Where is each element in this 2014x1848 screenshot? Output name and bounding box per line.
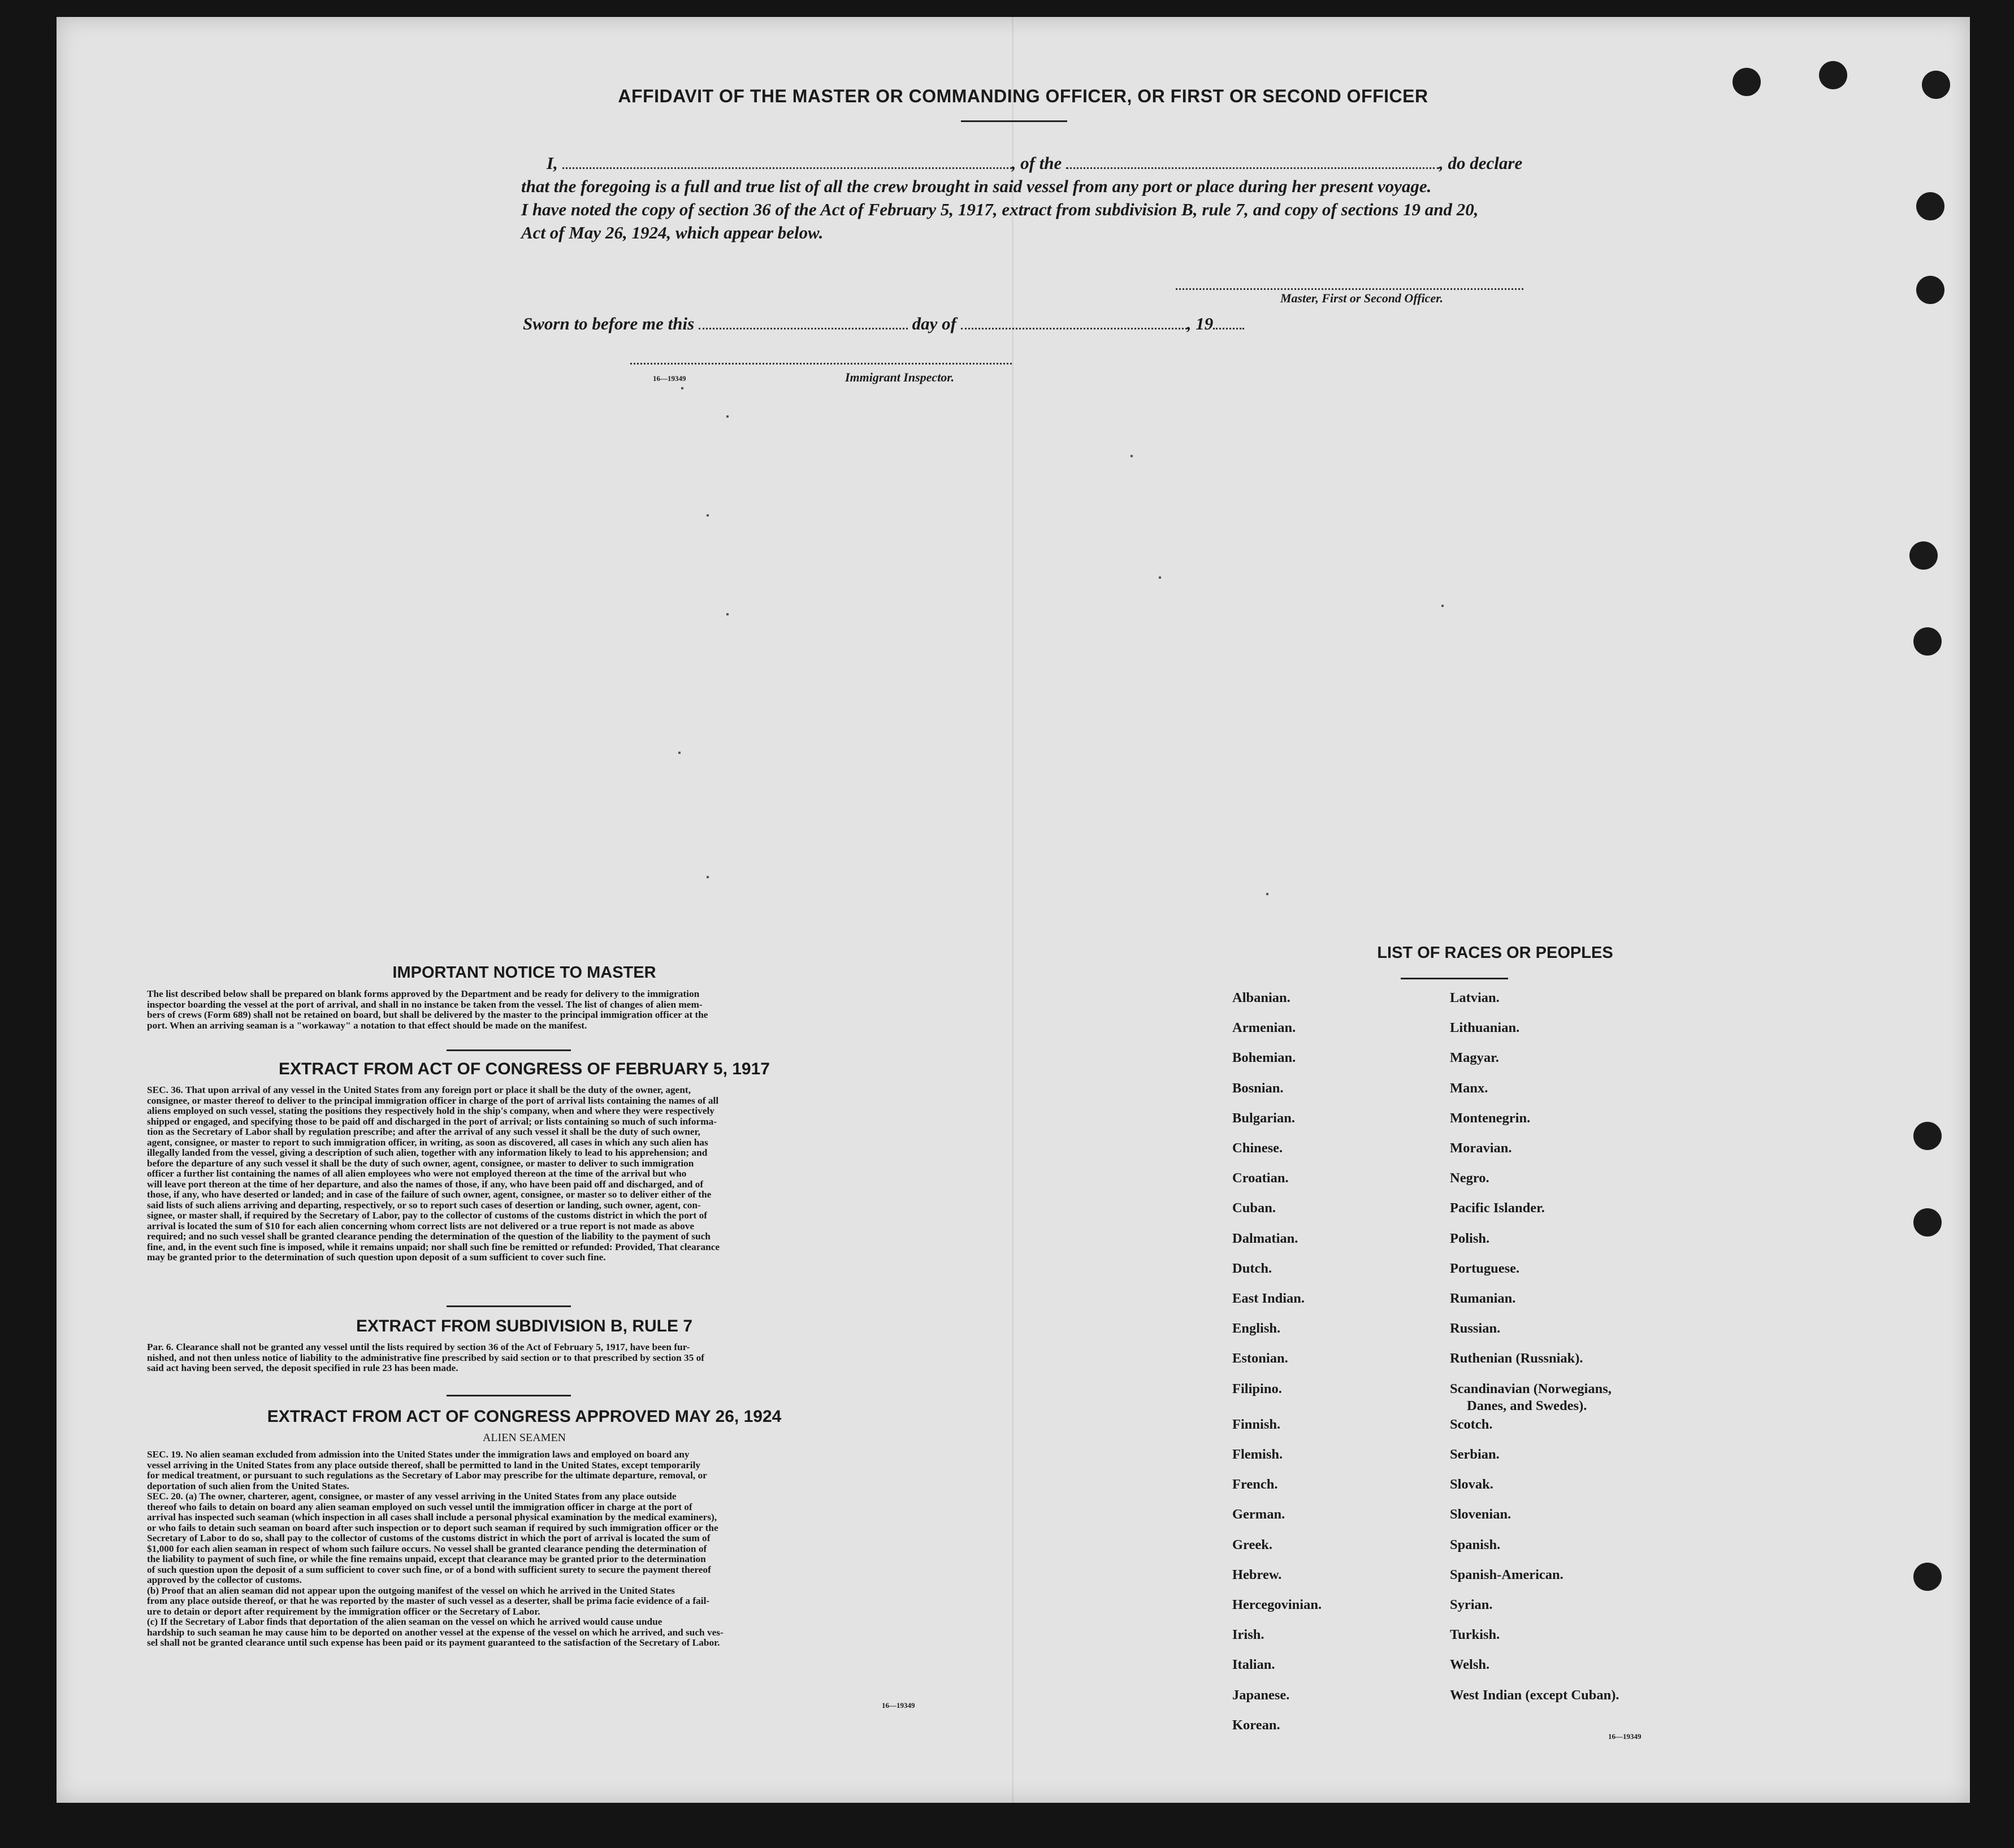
- text-line: officer a further list containing the names of all alien employees who were not employed thereon at the time of the arrival but who: [147, 1169, 687, 1179]
- text-line: arrival has inspected such seaman (which inspection in all cases shall include a personal physical examination by the medical examiners),: [147, 1512, 717, 1522]
- year-prefix: , 19: [1186, 314, 1214, 333]
- text-line: those, if any, who have deserted or landed; and in case of the failure of such owner, agent, consignee, or master so to deliver either of the: [147, 1190, 712, 1200]
- text-line: vessel arriving in the United States from any place outside thereof, shall be permitted to land in the United States, except temporarily: [147, 1460, 701, 1470]
- race-item: Scandinavian (Norwegians,: [1450, 1381, 1612, 1396]
- text-line: SEC. 20. (a) The owner, charterer, agent, consignee, or master of any vessel arriving in the United States from any place outside: [147, 1491, 677, 1502]
- race-item: Bohemian.: [1232, 1050, 1296, 1066]
- race-item: Irish.: [1232, 1627, 1264, 1643]
- text-line: required; and no such vessel shall be granted clearance pending the determination of the question of the liability to the payment of such: [147, 1231, 711, 1242]
- race-item: Dutch.: [1232, 1260, 1272, 1276]
- text-line: or who fails to detain such seaman on board after such inspection or to deport such seaman if required by such immigration officer or the: [147, 1522, 718, 1533]
- text-line: for medical treatment, or pursuant to such regulations as the Secretary of Labor may prescribe for the ultimate departure, removal, or: [147, 1470, 707, 1481]
- race-item: Cuban.: [1232, 1200, 1276, 1216]
- race-item: Flemish.: [1232, 1447, 1283, 1462]
- text-line: from any place outside thereof, or that he was reported by the master of such vessel as a deserter, shall be prima facie evidence of a fail-: [147, 1596, 710, 1606]
- race-item: Bulgarian.: [1232, 1110, 1295, 1126]
- extract-1924-body: [147, 1450, 941, 1649]
- race-item: Finnish.: [1232, 1416, 1281, 1432]
- race-item: Greek.: [1232, 1537, 1272, 1552]
- race-item: East Indian.: [1232, 1291, 1305, 1306]
- text-line: tion as the Secretary of Labor shall by regulation prescribe; and after the arrival of any such vessel it shall be the duty of such owner,: [147, 1127, 700, 1137]
- punch-hole: [1733, 68, 1761, 96]
- text-line: SEC. 36. That upon arrival of any vessel in the United States from any foreign port or place it shall be the duty of the owner, agent,: [147, 1085, 691, 1095]
- text-line: SEC. 19. No alien seaman excluded from admission into the United States under the immigration laws and employed on board any: [147, 1450, 690, 1460]
- race-item: Korean.: [1232, 1717, 1280, 1733]
- race-item: English.: [1232, 1321, 1281, 1337]
- master-signature-blank[interactable]: [1176, 276, 1523, 290]
- subdivision-b-title: EXTRACT FROM SUBDIVISION B, RULE 7: [356, 1317, 693, 1335]
- race-item: Estonian.: [1232, 1351, 1288, 1367]
- notice-body: [147, 989, 941, 1031]
- race-item: Turkish.: [1450, 1627, 1500, 1643]
- race-item: Italian.: [1232, 1657, 1275, 1673]
- text-line: approved by the collector of customs.: [147, 1575, 302, 1585]
- text-line: shipped or engaged, and specifying those to be paid off and discharged in the port of arrival; or lists containing so much of such informa-: [147, 1116, 717, 1127]
- race-item: Spanish-American.: [1450, 1567, 1563, 1582]
- sworn-year-blank[interactable]: [1213, 315, 1244, 329]
- text-line: agent, consignee, or master to report to such immigration officer, in writing, as soon as discovered, all cases in which any such alien has: [147, 1137, 708, 1148]
- inspector-signature-blank[interactable]: [630, 350, 1012, 365]
- text-line: illegally landed from the vessel, giving a description of such alien, together with any information likely to lead to his apprehension; and: [147, 1148, 708, 1158]
- race-item: Latvian.: [1450, 990, 1500, 1005]
- declaration-i: I,: [547, 153, 558, 173]
- extract-1924-subtitle: ALIEN SEAMEN: [482, 1431, 566, 1444]
- race-item: Albanian.: [1232, 990, 1290, 1005]
- declaration-of-the: , of the: [1011, 153, 1062, 173]
- punch-hole: [1909, 541, 1938, 570]
- race-item: Russian.: [1450, 1321, 1501, 1337]
- race-item: Croatian.: [1232, 1170, 1289, 1186]
- divider: [447, 1049, 571, 1051]
- extract-1924-title: EXTRACT FROM ACT OF CONGRESS APPROVED MAY 26, 1924: [267, 1407, 782, 1426]
- text-line: (c) If the Secretary of Labor finds that deportation of the alien seaman on the vessel on which he arrived would cause undue: [147, 1617, 662, 1627]
- text-line: consignee, or master thereof to deliver to the principal immigration officer in charge of the port of arrival lists containing the names of all: [147, 1095, 719, 1106]
- declaration-line-2: that the foregoing is a full and true list of all the crew brought in said vessel from any port or place during her present voyage.: [521, 176, 1432, 196]
- form-number-top: 16—19349: [653, 374, 686, 383]
- race-item: Polish.: [1450, 1230, 1490, 1246]
- punch-hole: [1913, 1563, 1942, 1591]
- declaration-line-4: Act of May 26, 1924, which appear below.: [521, 223, 824, 242]
- race-item: Japanese.: [1232, 1687, 1290, 1703]
- text-line: (b) Proof that an alien seaman did not appear upon the outgoing manifest of the vessel on which he arrived in the United States: [147, 1585, 675, 1596]
- declaration-line-1: [547, 151, 1623, 175]
- race-item: Manx.: [1450, 1080, 1488, 1096]
- punch-hole: [1819, 61, 1847, 89]
- race-item: Negro.: [1450, 1170, 1489, 1186]
- race-item: Spanish.: [1450, 1537, 1501, 1552]
- document-sheet: [57, 17, 1970, 1803]
- punch-hole: [1913, 627, 1942, 656]
- text-line: nished, and not then unless notice of liability to the administrative fine prescribed by said section or to that prescribed by section 35 of: [147, 1352, 705, 1363]
- text-line: said lists of such aliens arriving and departing, respectively, or so to report such cases of desertion or landing, such owner, agent, con-: [147, 1200, 701, 1211]
- form-number-right: 16—19349: [1608, 1732, 1641, 1741]
- extract-1917-title: EXTRACT FROM ACT OF CONGRESS OF FEBRUARY 5, 1917: [279, 1060, 770, 1078]
- race-item: Portuguese.: [1450, 1260, 1520, 1276]
- affidavit-declaration: [521, 151, 1623, 244]
- divider: [447, 1395, 571, 1396]
- text-line: said act having been served, the deposit specified in rule 23 has been made.: [147, 1363, 458, 1373]
- race-item: Slovak.: [1450, 1477, 1493, 1493]
- race-item: Chinese.: [1232, 1140, 1283, 1156]
- declaration-do-declare: , do declare: [1439, 153, 1523, 173]
- sworn-day-blank[interactable]: [699, 315, 908, 329]
- punch-hole: [1916, 192, 1944, 220]
- race-item: Armenian.: [1232, 1020, 1296, 1036]
- race-item: Serbian.: [1450, 1447, 1500, 1462]
- text-line: inspector boarding the vessel at the port of arrival, and shall in no instance be taken from the vessel. The list of changes of alien mem-: [147, 999, 703, 1010]
- text-line: The list described below shall be prepared on blank forms approved by the Department and be ready for delivery to the immigration: [147, 989, 700, 999]
- race-item: German.: [1232, 1507, 1285, 1522]
- fold-line: [1012, 17, 1014, 1803]
- text-line: aliens employed on such vessel, stating the positions they respectively hold in the ship's company, when and where they were respectively: [147, 1106, 714, 1116]
- punch-hole: [1916, 276, 1944, 304]
- text-line: hardship to such seaman he may cause him to be deported on another vessel at the expense of the vessel on which he arrived, and such ves-: [147, 1627, 724, 1638]
- sworn-text: Sworn to before me this: [523, 314, 695, 333]
- race-item: Filipino.: [1232, 1381, 1282, 1396]
- race-item: Slovenian.: [1450, 1507, 1511, 1522]
- text-line: before the departure of any such vessel it shall be the duty of such owner, agent, consignee, or master to deliver to such immigration: [147, 1158, 694, 1169]
- text-line: Par. 6. Clearance shall not be granted any vessel until the lists required by section 36 of the Act of February 5, 1917, have been fur-: [147, 1342, 690, 1352]
- form-number-left: 16—19349: [882, 1701, 915, 1710]
- races-title: LIST OF RACES OR PEOPLES: [1377, 944, 1613, 962]
- race-item: Bosnian.: [1232, 1080, 1284, 1096]
- race-item: Moravian.: [1450, 1140, 1512, 1156]
- text-line: will leave port thereon at the time of her departure, and also the names of those, if any, who have been paid off and discharged, and of: [147, 1179, 704, 1190]
- race-item: Danes, and Swedes).: [1467, 1398, 1587, 1413]
- text-line: signee, or master shall, if required by the Secretary of Labor, pay to the collector of customs of the customs district in which the port of: [147, 1211, 708, 1221]
- race-item: Hercegovinian.: [1232, 1597, 1322, 1612]
- inspector-caption: Immigrant Inspector.: [845, 370, 955, 384]
- race-item: Ruthenian (Russniak).: [1450, 1351, 1583, 1367]
- text-line: the liability to payment of such fine, or while the fine remains unpaid, except that clearance may be granted prior to the determination: [147, 1554, 706, 1564]
- text-line: deportation of such alien from the United States.: [147, 1481, 349, 1491]
- declarant-name-blank[interactable]: [562, 155, 1012, 169]
- declaration-line-3: I have noted the copy of section 36 of the Act of February 5, 1917, extract from subdivision B, rule 7, and copy of sections 19 and 20,: [521, 199, 1479, 219]
- day-of-text: day of: [912, 314, 956, 333]
- master-caption: Master, First or Second Officer.: [1280, 291, 1444, 305]
- extract-1917-body: [147, 1085, 941, 1263]
- notice-title: IMPORTANT NOTICE TO MASTER: [392, 964, 656, 982]
- text-line: may be granted prior to the determination of such question upon deposit of a sum sufficient to cover such fine.: [147, 1252, 606, 1263]
- race-item: Pacific Islander.: [1450, 1200, 1545, 1216]
- race-item: Rumanian.: [1450, 1291, 1516, 1306]
- vessel-name-blank[interactable]: [1066, 155, 1439, 169]
- text-line: sel shall not be granted clearance until such expense has been paid or its payment guaranteed to the satisfaction of the Secretary of Labor.: [147, 1638, 720, 1648]
- race-item: Hebrew.: [1232, 1567, 1282, 1582]
- race-item: Dalmatian.: [1232, 1230, 1298, 1246]
- punch-hole: [1922, 71, 1950, 99]
- race-item: French.: [1232, 1477, 1278, 1493]
- races-underline: [1401, 978, 1508, 979]
- text-line: ure to detain or deport after requirement by the immigration officer or the Secretary of Labor.: [147, 1606, 540, 1617]
- text-line: arrival is located the sum of $10 for each alien concerning whom correct lists are not delivered or a true report is not made as above: [147, 1221, 695, 1231]
- race-item: Scotch.: [1450, 1416, 1493, 1432]
- affidavit-title: AFFIDAVIT OF THE MASTER OR COMMANDING OFFICER, OR FIRST OR SECOND OFFICER: [618, 86, 1428, 106]
- race-item: Magyar.: [1450, 1050, 1499, 1066]
- text-line: bers of crews (Form 689) shall not be retained on board, but shall be delivered by the master to the principal immigration officer at the: [147, 1010, 708, 1020]
- race-item: Welsh.: [1450, 1657, 1490, 1673]
- race-item: West Indian (except Cuban).: [1450, 1687, 1619, 1703]
- text-line: port. When an arriving seaman is a "workaway" a notation to that effect should be made on the manifest.: [147, 1020, 587, 1031]
- text-line: Secretary of Labor to do so, shall pay to the collector of customs of the customs district in which the port of arrival is located the sum of: [147, 1533, 711, 1543]
- race-item: Syrian.: [1450, 1597, 1493, 1612]
- race-item: Montenegrin.: [1450, 1110, 1531, 1126]
- punch-hole: [1913, 1122, 1942, 1150]
- text-line: fine, and, in the event such fine is imposed, while it remains unpaid; nor shall such fine be remitted or refunded: Provided, That clearance: [147, 1242, 720, 1252]
- text-line: thereof who fails to detain on board any alien seaman employed on such vessel until the immigration officer in charge at the port of: [147, 1502, 692, 1512]
- text-line: $1,000 for each alien seaman in respect of whom such failure occurs. No vessel shall be granted clearance pending the determination of: [147, 1543, 707, 1554]
- title-underline: [961, 120, 1067, 122]
- sworn-month-blank[interactable]: [961, 315, 1187, 329]
- sworn-line: [523, 312, 1314, 335]
- text-line: of such question upon the deposit of a sum sufficient to cover such fine, or of a bond with sufficient surety to secure the payment thereof: [147, 1564, 711, 1575]
- divider: [447, 1305, 571, 1307]
- subdivision-b-body: [147, 1342, 941, 1374]
- race-item: Lithuanian.: [1450, 1020, 1520, 1036]
- punch-hole: [1913, 1208, 1942, 1237]
